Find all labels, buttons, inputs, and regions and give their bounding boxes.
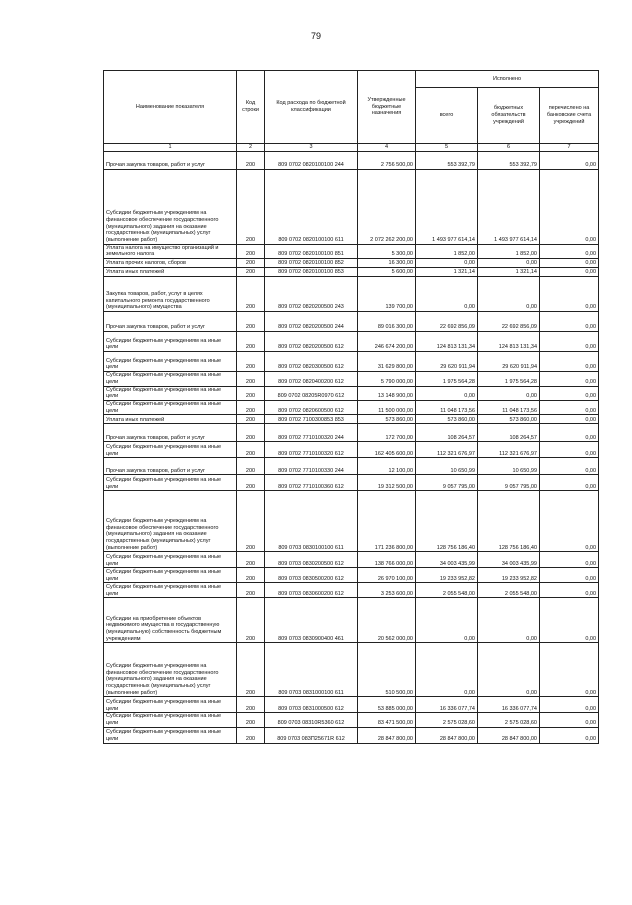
row-expense-code: 809 0702 0820100100 611 [265,169,358,244]
row-approved: 31 629 800,00 [358,352,416,372]
row-executed-obligations: 0,00 [478,277,540,312]
table-row [104,169,599,244]
row-expense-code: 809 0703 08310R5360 612 [265,713,358,727]
row-executed-total: 1 321,14 [416,268,478,277]
row-approved: 2 756 500,00 [358,151,416,169]
row-expense-code: 809 0703 0831000500 612 [265,697,358,713]
row-name: Субсидии бюджетным учреждениям на иные цели [104,400,237,414]
row-executed-total: 29 620 911,94 [416,352,478,372]
row-name: Субсидии бюджетным учреждениям на иные цели [104,372,237,386]
row-executed-obligations: 16 336 077,74 [478,697,540,713]
row-line-code: 200 [237,598,265,643]
row-executed-total: 9 057 795,00 [416,475,478,491]
row-executed-total: 108 264,57 [416,424,478,442]
row-line-code: 200 [237,415,265,424]
row-executed-obligations: 124 813 131,34 [478,332,540,352]
row-executed-obligations: 112 321 676,97 [478,442,540,458]
row-expense-code: 809 0702 7100300853 853 [265,415,358,424]
row-executed-bank: 0,00 [540,458,599,475]
row-executed-obligations: 0,00 [478,598,540,643]
row-approved: 5 300,00 [358,244,416,258]
row-executed-bank: 0,00 [540,386,599,400]
row-line-code: 200 [237,442,265,458]
table-row [104,268,599,277]
row-executed-bank: 0,00 [540,372,599,386]
column-number: 1 [104,144,237,152]
row-name: Субсидии на приобретение объектов недвижимого имущества в государственную (муниципальную) собственность бюджетным учреждениям [104,598,237,643]
row-line-code: 200 [237,697,265,713]
table-row [104,400,599,414]
row-line-code: 200 [237,386,265,400]
row-executed-total: 2 055 548,00 [416,583,478,598]
row-executed-obligations: 553 392,79 [478,151,540,169]
row-executed-bank: 0,00 [540,491,599,552]
column-number: 6 [478,144,540,152]
row-line-code: 200 [237,552,265,568]
row-line-code: 200 [237,312,265,332]
row-expense-code: 809 0703 0830600200 612 [265,583,358,598]
table-row [104,151,599,169]
row-executed-bank: 0,00 [540,643,599,697]
header-line-code: Код строки [237,71,265,144]
row-line-code: 200 [237,244,265,258]
row-expense-code: 809 0703 0831000100 611 [265,643,358,697]
row-executed-bank: 0,00 [540,583,599,598]
row-name: Субсидии бюджетным учреждениям на иные цели [104,475,237,491]
table-row [104,568,599,583]
table-row [104,697,599,713]
row-approved: 172 700,00 [358,424,416,442]
row-line-code: 200 [237,458,265,475]
row-name: Субсидии бюджетным учреждениям на иные цели [104,442,237,458]
row-name: Субсидии бюджетным учреждениям на иные цели [104,713,237,727]
row-name: Уплата иных платежей [104,415,237,424]
row-executed-total: 1 493 977 614,14 [416,169,478,244]
row-expense-code: 809 0702 0820100100 853 [265,268,358,277]
row-executed-obligations: 2 055 548,00 [478,583,540,598]
row-line-code: 200 [237,491,265,552]
table-row [104,332,599,352]
row-expense-code: 809 0703 0830200500 612 [265,552,358,568]
row-executed-bank: 0,00 [540,442,599,458]
row-line-code: 200 [237,475,265,491]
row-name: Субсидии бюджетным учреждениям на финансовое обеспечение государственного (муниципального) задания на оказание государственных (муниципальных) услуг (выполнение работ) [104,169,237,244]
row-executed-bank: 0,00 [540,713,599,727]
table-row [104,598,599,643]
row-executed-bank: 0,00 [540,312,599,332]
row-executed-total: 1 975 564,28 [416,372,478,386]
row-approved: 5 600,00 [358,268,416,277]
row-name: Субсидии бюджетным учреждениям на иные цели [104,727,237,743]
row-executed-total: 1 852,00 [416,244,478,258]
row-approved: 246 674 200,00 [358,332,416,352]
row-expense-code: 809 0702 0820400200 612 [265,372,358,386]
row-line-code: 200 [237,643,265,697]
row-executed-bank: 0,00 [540,259,599,268]
table-row [104,352,599,372]
row-executed-obligations: 19 233 952,82 [478,568,540,583]
row-executed-total: 128 756 186,40 [416,491,478,552]
table-row [104,583,599,598]
row-expense-code: 809 0702 0820100100 852 [265,259,358,268]
row-line-code: 200 [237,332,265,352]
row-name: Уплата иных платежей [104,268,237,277]
row-line-code: 200 [237,424,265,442]
row-line-code: 200 [237,268,265,277]
row-executed-bank: 0,00 [540,697,599,713]
header-name: Наименование показателя [104,71,237,144]
row-approved: 573 860,00 [358,415,416,424]
row-executed-obligations: 128 756 186,40 [478,491,540,552]
row-executed-total: 22 692 856,09 [416,312,478,332]
row-executed-bank: 0,00 [540,332,599,352]
row-executed-obligations: 34 003 435,99 [478,552,540,568]
row-name: Закупка товаров, работ, услуг в целях капитального ремонта государственного (муниципального) имущества [104,277,237,312]
table-row [104,244,599,258]
header-obligations: бюджетных обязательств учреждений [478,88,540,144]
row-executed-obligations: 0,00 [478,643,540,697]
row-approved: 89 016 300,00 [358,312,416,332]
row-executed-obligations: 1 321,14 [478,268,540,277]
row-executed-obligations: 11 048 173,56 [478,400,540,414]
row-executed-obligations: 1 975 564,28 [478,372,540,386]
row-name: Прочая закупка товаров, работ и услуг [104,151,237,169]
row-executed-total: 28 847 800,00 [416,727,478,743]
row-name: Субсидии бюджетным учреждениям на иные цели [104,568,237,583]
row-executed-obligations: 0,00 [478,259,540,268]
column-number: 4 [358,144,416,152]
table-row [104,442,599,458]
row-name: Субсидии бюджетным учреждениям на финансовое обеспечение государственного (муниципального) задания на оказание государственных (муниципальных) услуг (выполнение работ) [104,491,237,552]
table-row [104,312,599,332]
header-bank-accounts: перечислено на банковские счета учреждений [540,88,599,144]
table-row [104,643,599,697]
row-approved: 11 500 000,00 [358,400,416,414]
table-row [104,475,599,491]
row-line-code: 200 [237,259,265,268]
table-row [104,713,599,727]
row-line-code: 200 [237,583,265,598]
header-approved: Утвержденные бюджетные назначения [358,71,416,144]
row-approved: 20 562 000,00 [358,598,416,643]
row-approved: 510 500,00 [358,643,416,697]
row-expense-code: 809 0703 0830900400 461 [265,598,358,643]
row-name: Субсидии бюджетным учреждениям на иные цели [104,583,237,598]
table-row [104,259,599,268]
row-executed-total: 553 392,79 [416,151,478,169]
row-name: Субсидии бюджетным учреждениям на иные цели [104,352,237,372]
row-expense-code: 809 0702 0820200500 244 [265,312,358,332]
row-approved: 13 148 900,00 [358,386,416,400]
row-executed-obligations: 108 264,57 [478,424,540,442]
row-executed-obligations: 28 847 800,00 [478,727,540,743]
header-expense-code: Код расхода по бюджетной классификации [265,71,358,144]
row-approved: 139 700,00 [358,277,416,312]
row-executed-obligations: 0,00 [478,386,540,400]
row-name: Субсидии бюджетным учреждениям на иные цели [104,386,237,400]
row-executed-total: 112 321 676,97 [416,442,478,458]
row-executed-total: 2 575 028,60 [416,713,478,727]
row-line-code: 200 [237,169,265,244]
row-approved: 53 885 000,00 [358,697,416,713]
row-name: Субсидии бюджетным учреждениям на финансовое обеспечение государственного (муниципального) задания на оказание государственных (муниципальных) услуг (выполнение работ) [104,643,237,697]
table-row [104,372,599,386]
row-approved: 171 236 800,00 [358,491,416,552]
row-executed-bank: 0,00 [540,352,599,372]
row-approved: 28 847 800,00 [358,727,416,743]
row-approved: 3 253 600,00 [358,583,416,598]
row-line-code: 200 [237,713,265,727]
row-line-code: 200 [237,568,265,583]
row-executed-obligations: 9 057 795,00 [478,475,540,491]
budget-execution-table [103,70,599,744]
row-executed-bank: 0,00 [540,244,599,258]
column-number: 7 [540,144,599,152]
row-executed-obligations: 1 852,00 [478,244,540,258]
column-number: 3 [265,144,358,152]
table-row [104,424,599,442]
row-executed-bank: 0,00 [540,598,599,643]
row-expense-code: 809 0703 0830100100 611 [265,491,358,552]
row-executed-total: 0,00 [416,643,478,697]
row-executed-bank: 0,00 [540,552,599,568]
row-approved: 12 100,00 [358,458,416,475]
table-row [104,552,599,568]
row-executed-bank: 0,00 [540,475,599,491]
row-expense-code: 809 0702 08205R0970 612 [265,386,358,400]
row-expense-code: 809 0702 7710100320 244 [265,424,358,442]
row-approved: 26 970 100,00 [358,568,416,583]
row-name: Уплата прочих налогов, сборов [104,259,237,268]
row-approved: 83 471 500,00 [358,713,416,727]
row-executed-total: 0,00 [416,386,478,400]
row-name: Прочая закупка товаров, работ и услуг [104,424,237,442]
column-number: 2 [237,144,265,152]
table-row [104,277,599,312]
row-name: Субсидии бюджетным учреждениям на иные цели [104,552,237,568]
row-executed-obligations: 22 692 856,09 [478,312,540,332]
row-executed-obligations: 573 860,00 [478,415,540,424]
header-executed: Исполнено [416,71,599,88]
row-executed-total: 124 813 131,34 [416,332,478,352]
row-executed-total: 0,00 [416,277,478,312]
row-executed-total: 0,00 [416,598,478,643]
row-executed-bank: 0,00 [540,277,599,312]
row-executed-obligations: 29 620 911,94 [478,352,540,372]
row-approved: 19 312 500,00 [358,475,416,491]
row-executed-total: 34 003 435,99 [416,552,478,568]
row-executed-total: 10 650,99 [416,458,478,475]
row-name: Прочая закупка товаров, работ и услуг [104,312,237,332]
row-name: Уплата налога на имущество организаций и земельного налога [104,244,237,258]
row-expense-code: 809 0702 0820200500 243 [265,277,358,312]
row-expense-code: 809 0702 0820200500 612 [265,332,358,352]
row-executed-bank: 0,00 [540,568,599,583]
row-expense-code: 809 0703 083П25671R 612 [265,727,358,743]
row-expense-code: 809 0702 0820100100 851 [265,244,358,258]
row-executed-total: 11 048 173,56 [416,400,478,414]
page-number: 79 [310,31,321,41]
table-row [104,458,599,475]
row-executed-bank: 0,00 [540,151,599,169]
row-line-code: 200 [237,400,265,414]
row-approved: 16 300,00 [358,259,416,268]
row-executed-total: 19 233 952,82 [416,568,478,583]
row-executed-bank: 0,00 [540,268,599,277]
row-approved: 2 072 262 200,00 [358,169,416,244]
row-executed-bank: 0,00 [540,169,599,244]
table-row [104,415,599,424]
row-name: Субсидии бюджетным учреждениям на иные цели [104,697,237,713]
row-expense-code: 809 0702 7710100320 612 [265,442,358,458]
row-approved: 162 405 600,00 [358,442,416,458]
row-executed-bank: 0,00 [540,727,599,743]
row-executed-obligations: 10 650,99 [478,458,540,475]
table-body [104,151,599,743]
row-executed-bank: 0,00 [540,424,599,442]
row-expense-code: 809 0702 0820100100 244 [265,151,358,169]
row-executed-total: 16 336 077,74 [416,697,478,713]
row-approved: 138 766 000,00 [358,552,416,568]
row-executed-total: 573 860,00 [416,415,478,424]
row-line-code: 200 [237,727,265,743]
table-row [104,386,599,400]
row-executed-bank: 0,00 [540,400,599,414]
row-executed-obligations: 1 493 977 614,14 [478,169,540,244]
row-line-code: 200 [237,151,265,169]
row-expense-code: 809 0703 0830500200 612 [265,568,358,583]
row-line-code: 200 [237,277,265,312]
row-line-code: 200 [237,372,265,386]
row-expense-code: 809 0702 7710100360 612 [265,475,358,491]
row-executed-bank: 0,00 [540,415,599,424]
header-total: всего [416,88,478,144]
row-expense-code: 809 0702 0820600500 612 [265,400,358,414]
row-executed-total: 0,00 [416,259,478,268]
row-approved: 5 790 000,00 [358,372,416,386]
row-line-code: 200 [237,352,265,372]
table-row [104,491,599,552]
table-row [104,727,599,743]
row-expense-code: 809 0702 7710100330 244 [265,458,358,475]
column-number: 5 [416,144,478,152]
row-executed-obligations: 2 575 028,60 [478,713,540,727]
row-name: Прочая закупка товаров, работ и услуг [104,458,237,475]
row-expense-code: 809 0702 0820300500 612 [265,352,358,372]
row-name: Субсидии бюджетным учреждениям на иные цели [104,332,237,352]
